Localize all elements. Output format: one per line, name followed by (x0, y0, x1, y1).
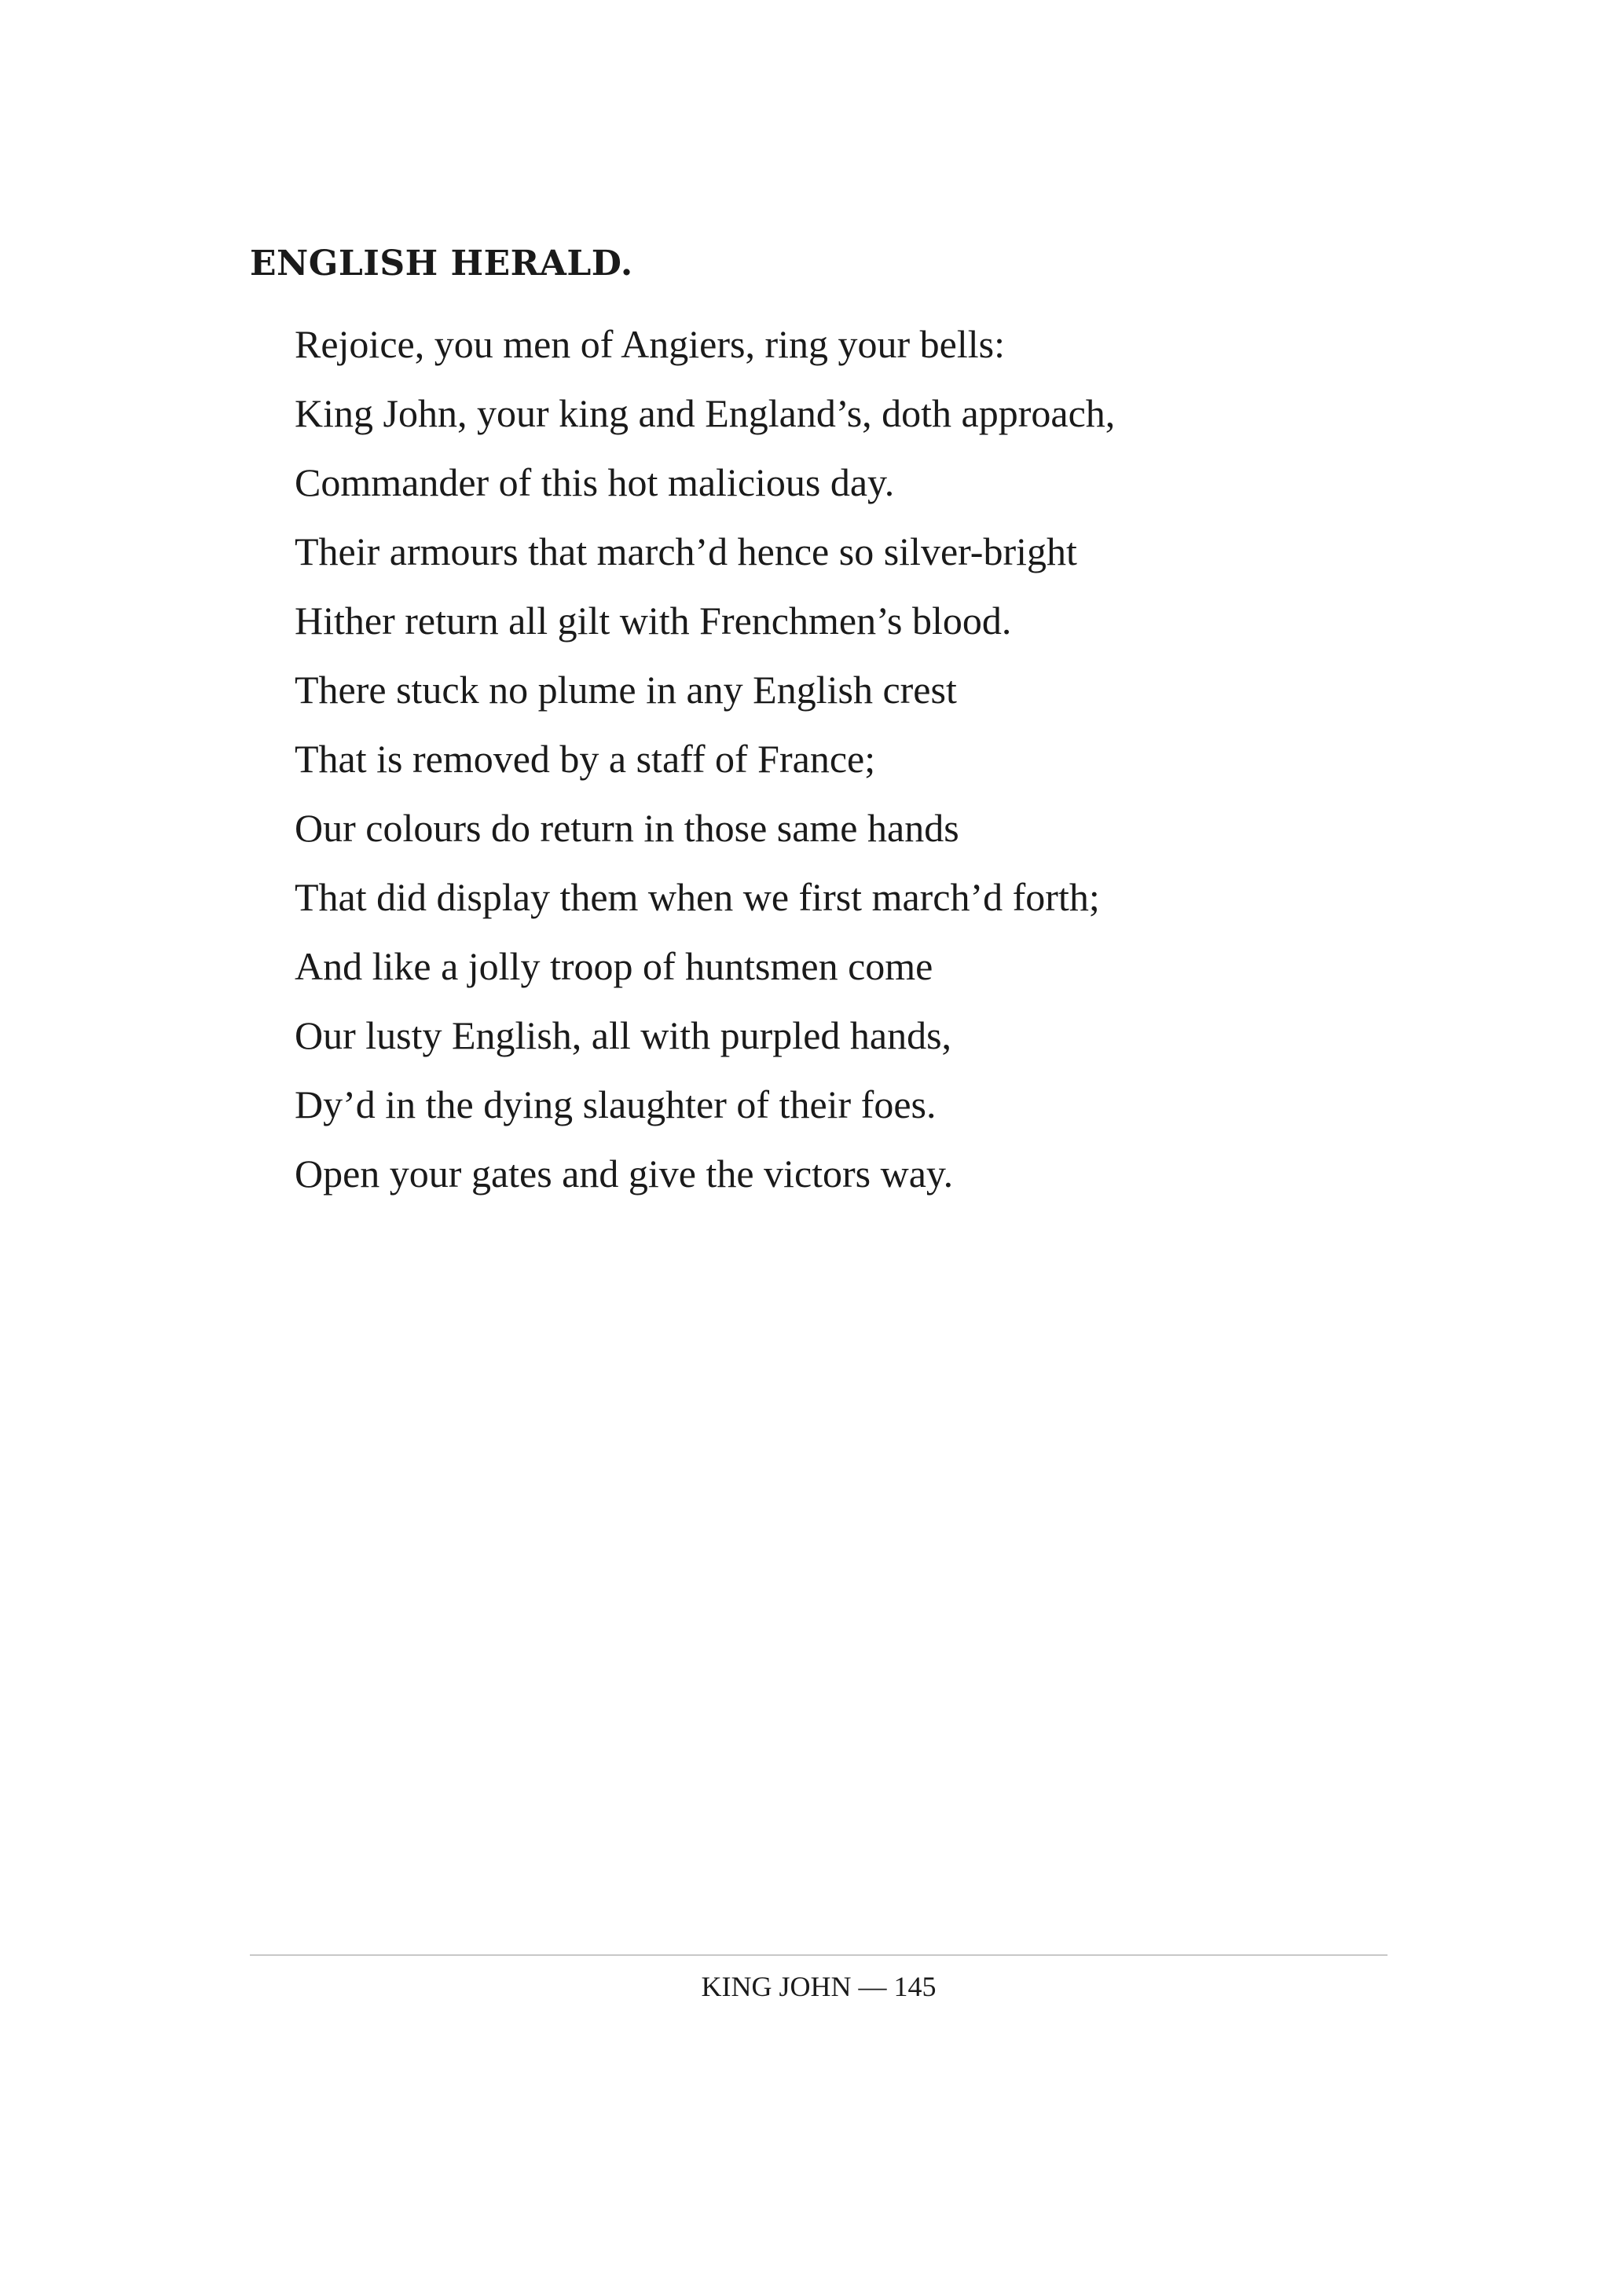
verse-line: Hither return all gilt with Frenchmen’s blood. (295, 599, 1012, 643)
verse-line: Dy’d in the dying slaughter of their foes. (295, 1082, 937, 1126)
verse-line: Rejoice, you men of Angiers, ring your bells: (295, 322, 1006, 366)
speaker-name: ENGLISH HERALD. (250, 244, 633, 284)
verse-line: Their armours that march’d hence so silver-bright (295, 529, 1077, 573)
verse-line: That did display them when we first march’d forth; (295, 875, 1100, 919)
verse-line: Commander of this hot malicious day. (295, 460, 895, 504)
verse-line: And like a jolly troop of huntsmen come (295, 944, 933, 988)
verse-block (295, 309, 1115, 1208)
verse-line: King John, your king and England’s, doth approach, (295, 391, 1116, 435)
verse-line: Open your gates and give the victors way. (295, 1152, 954, 1196)
verse-line: That is removed by a staff of France; (295, 737, 876, 781)
verse-line: Our colours do return in those same hands (295, 806, 959, 850)
footer-divider (250, 1954, 1388, 1956)
page-footer: KING JOHN — 145 (701, 1971, 937, 2002)
verse-line: There stuck no plume in any English crest (295, 668, 957, 712)
verse-line: Our lusty English, all with purpled hands, (295, 1013, 952, 1057)
